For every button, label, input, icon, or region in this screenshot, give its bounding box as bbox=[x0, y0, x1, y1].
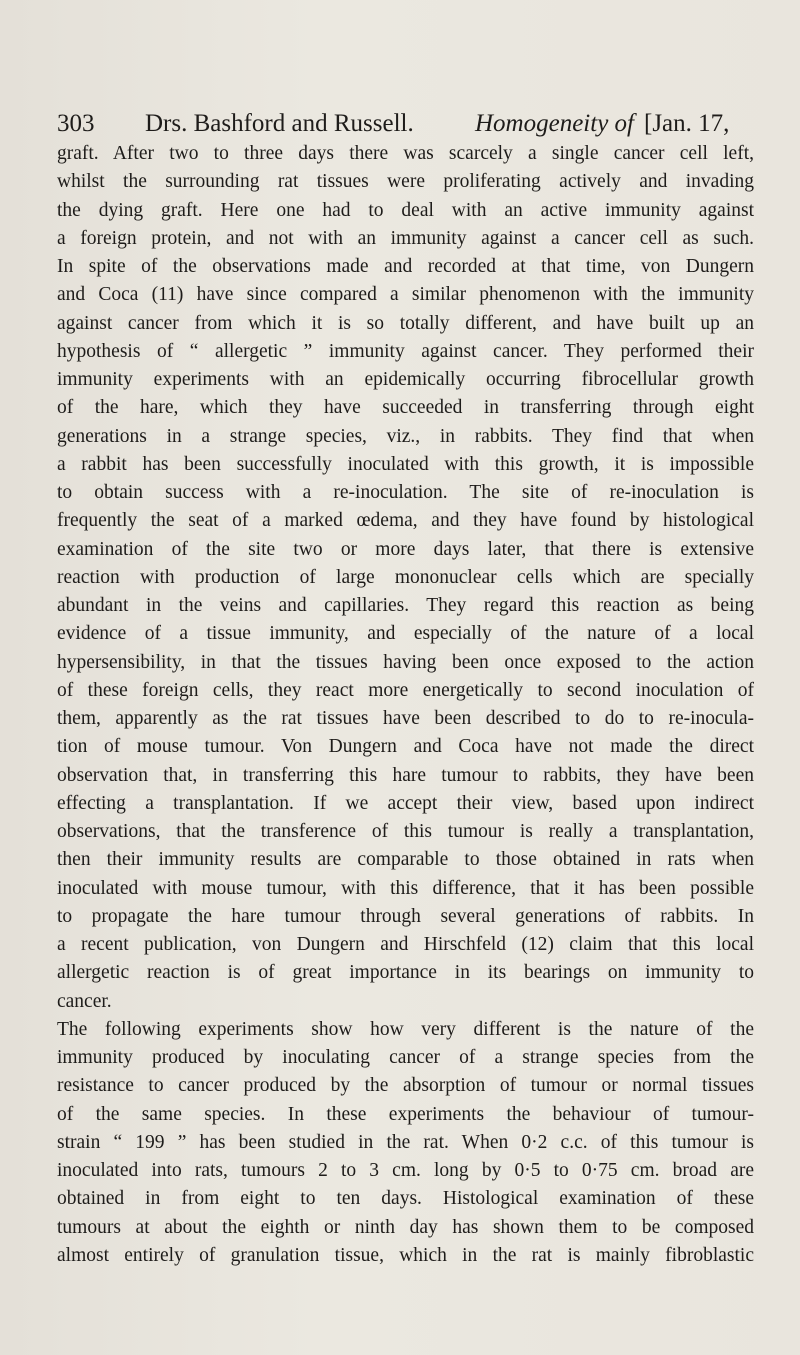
text-line: a rabbit has been successfully inoculated with this growth, it is impossible bbox=[57, 453, 754, 475]
text-line: strain “ 199 ” has been studied in the rat. When 0·2 c.c. of this tumour is bbox=[57, 1131, 754, 1153]
running-header-title: Homogeneity of bbox=[475, 110, 634, 137]
page-number: 303 bbox=[57, 110, 95, 137]
text-line: generations in a strange species, viz., in rabbits. They find that when bbox=[57, 425, 754, 447]
text-line: immunity experiments with an epidemically occurring fibrocellular growth bbox=[57, 369, 754, 390]
text-line: of these foreign cells, they react more energetically to second inoculation of bbox=[57, 679, 754, 701]
text-line: hypersensibility, in that the tissues having been once exposed to the action bbox=[57, 651, 754, 673]
text-line: observations, that the transference of this tumour is really a transplantation, bbox=[57, 821, 754, 842]
text-line: inoculated with mouse tumour, with this difference, that it has been possible bbox=[57, 877, 754, 899]
body-text bbox=[57, 140, 754, 1270]
text-line: resistance to cancer produced by the absorption of tumour or normal tissues bbox=[57, 1075, 754, 1097]
text-line: The following experiments show how very different is the nature of the bbox=[57, 1018, 754, 1040]
text-line: a recent publication, von Dungern and Hirschfeld (12) claim that this local bbox=[57, 934, 754, 955]
text-line: hypothesis of “ allergetic ” immunity against cancer. They performed their bbox=[57, 340, 754, 362]
text-line: to obtain success with a re-inoculation. The site of re-inoculation is bbox=[57, 482, 754, 503]
text-line: abundant in the veins and capillaries. They regard this reaction as being bbox=[57, 595, 754, 616]
text-line: of the same species. In these experiments the behaviour of tumour- bbox=[57, 1103, 754, 1125]
text-line: and Coca (11) have since compared a similar phenomenon with the immunity bbox=[57, 284, 754, 306]
text-line: the dying graft. Here one had to deal with an active immunity against bbox=[57, 199, 754, 221]
text-line: evidence of a tissue immunity, and especially of the nature of a local bbox=[57, 623, 754, 645]
text-line: graft. After two to three days there was scarcely a single cancer cell left, bbox=[57, 143, 754, 164]
text-line: to propagate the hare tumour through several generations of rabbits. In bbox=[57, 905, 754, 927]
text-line: whilst the surrounding rat tissues were proliferating actively and invading bbox=[57, 171, 754, 193]
text-line: of the hare, which they have succeeded in transferring through eight bbox=[57, 397, 754, 419]
text-line: frequently the seat of a marked œdema, and they have found by histological bbox=[57, 510, 754, 532]
text-line: a foreign protein, and not with an immunity against a cancer cell as such. bbox=[57, 227, 754, 249]
text-line: In spite of the observations made and recorded at that time, von Dungern bbox=[57, 256, 754, 277]
text-line: tumours at about the eighth or ninth day has shown them to be composed bbox=[57, 1216, 754, 1238]
text-line: cancer. bbox=[57, 990, 112, 1012]
paragraph-1 bbox=[57, 140, 754, 1016]
text-line: then their immunity results are comparable to those obtained in rats when bbox=[57, 849, 754, 871]
text-line: them, apparently as the rat tissues have been described to do to re-inocula- bbox=[57, 708, 754, 729]
paragraph-2 bbox=[57, 1016, 754, 1270]
text-line: reaction with production of large mononuclear cells which are specially bbox=[57, 566, 754, 588]
text-line: obtained in from eight to ten days. Histological examination of these bbox=[57, 1188, 754, 1210]
text-line: allergetic reaction is of great importance in its bearings on immunity to bbox=[57, 962, 754, 984]
text-line: almost entirely of granulation tissue, which in the rat is mainly fibroblastic bbox=[57, 1244, 754, 1266]
text-line: against cancer from which it is so totally different, and have built up an bbox=[57, 312, 754, 334]
text-line: tion of mouse tumour. Von Dungern and Coca have not made the direct bbox=[57, 736, 754, 758]
text-line: inoculated into rats, tumours 2 to 3 cm. long by 0·5 to 0·75 cm. broad are bbox=[57, 1160, 754, 1181]
text-line: examination of the site two or more days later, that there is extensive bbox=[57, 538, 754, 560]
text-line: effecting a transplantation. If we accept their view, based upon indirect bbox=[57, 792, 754, 814]
text-line: immunity produced by inoculating cancer of a strange species from the bbox=[57, 1047, 754, 1068]
running-header-authors: Drs. Bashford and Russell. bbox=[145, 110, 414, 137]
running-header bbox=[57, 110, 760, 144]
running-header-date: [Jan. 17, bbox=[644, 110, 730, 137]
text-line: observation that, in transferring this hare tumour to rabbits, they have been bbox=[57, 764, 754, 786]
